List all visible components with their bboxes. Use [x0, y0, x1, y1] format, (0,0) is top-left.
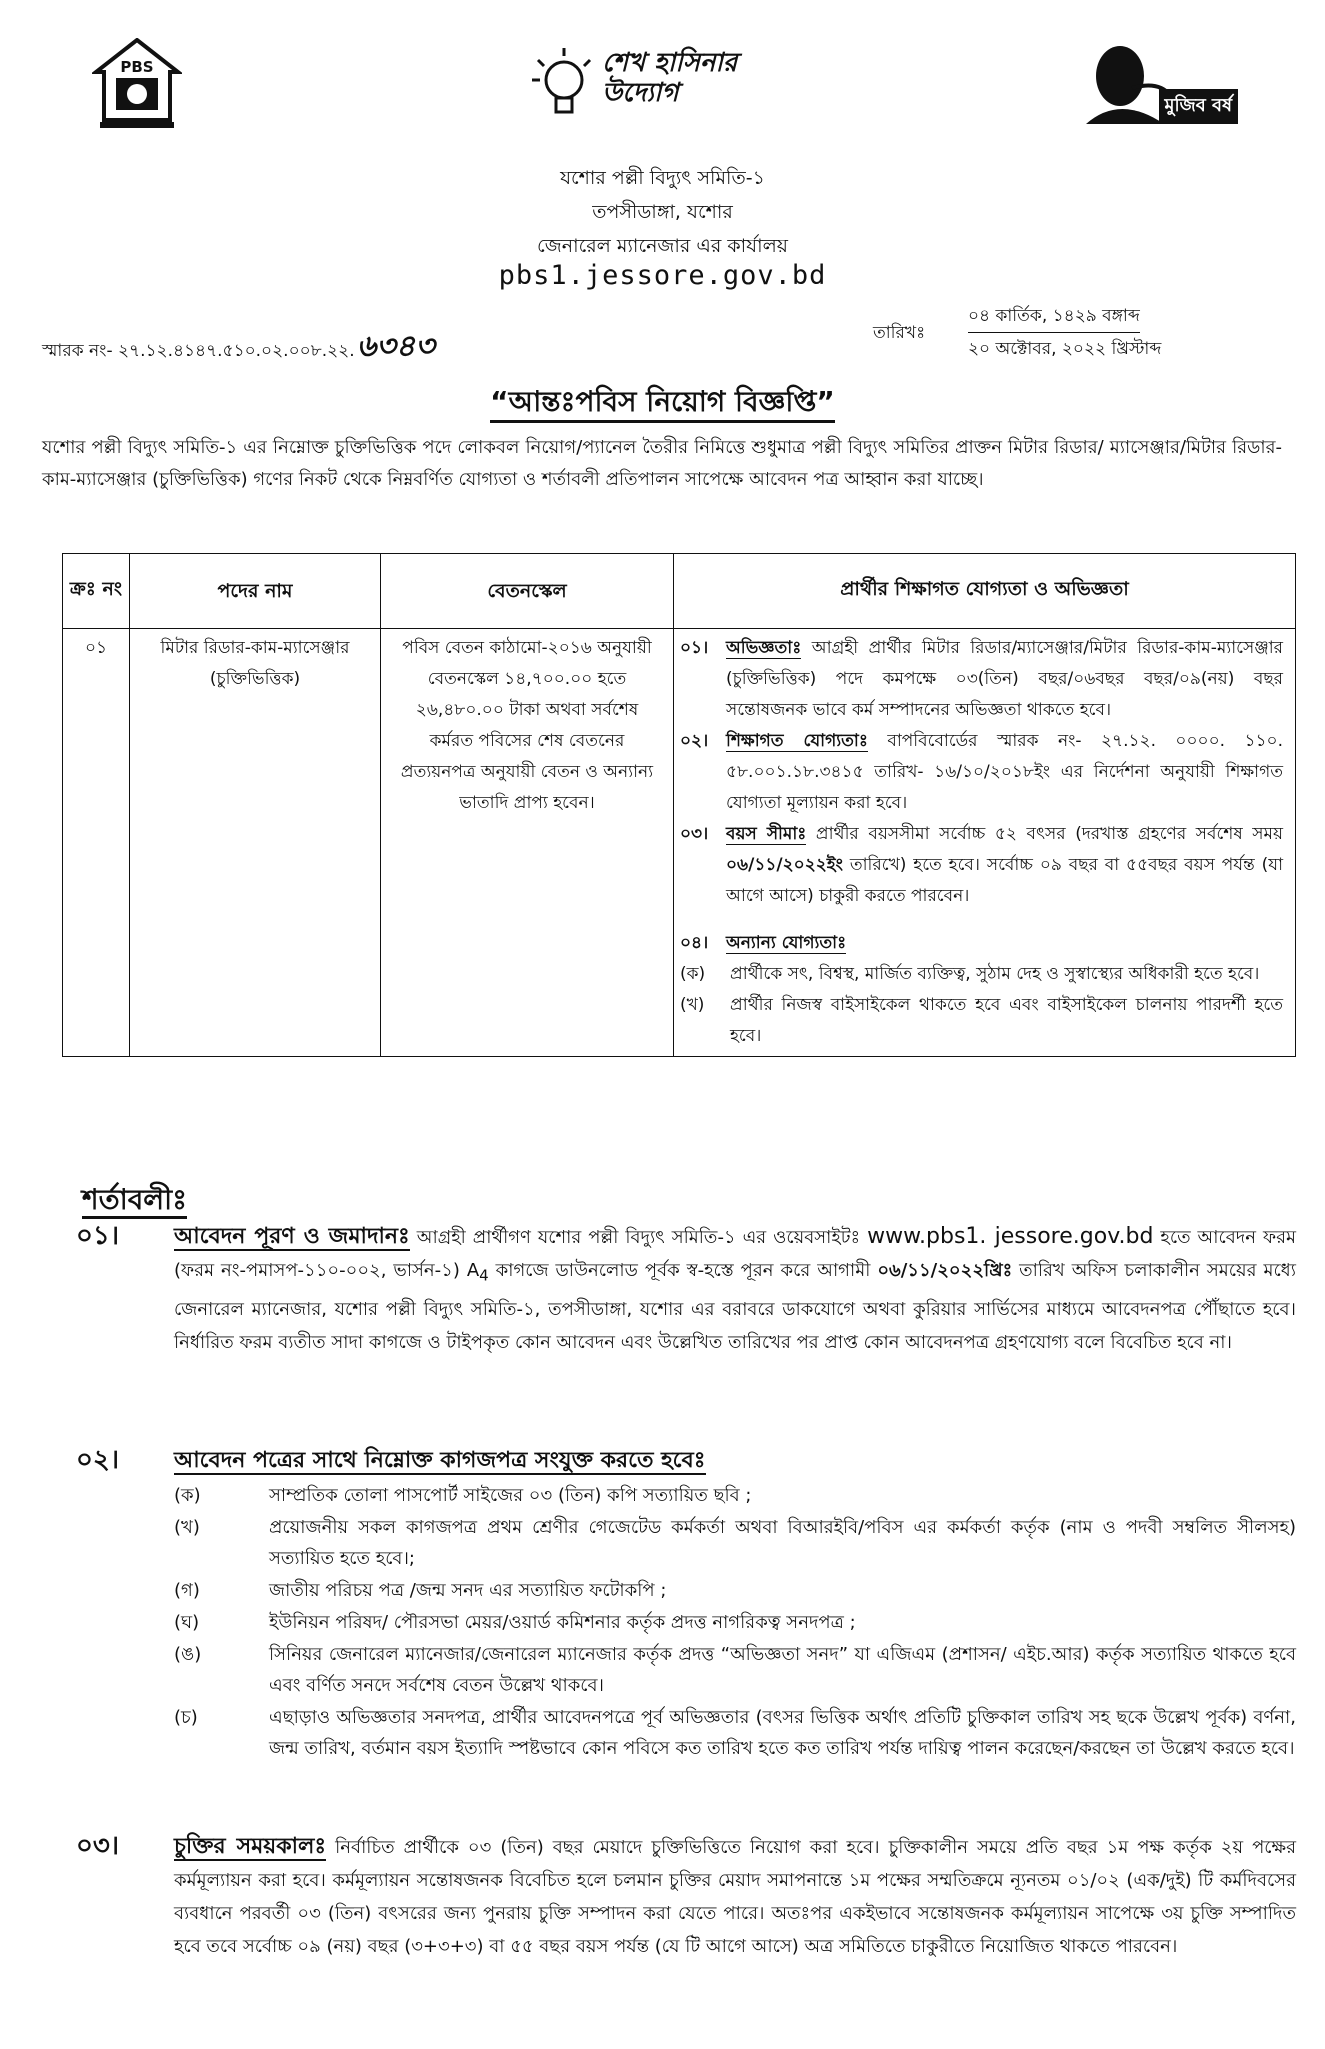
- memo-handwritten-no: ৬৩৪৩: [356, 329, 435, 364]
- row-scale: পবিস বেতন কাঠামো-২০১৬ অনুযায়ী বেতনস্কেল ১৪,৭০০.০০ হতে ২৬,৪৮০.০০ টাকা অথবা সর্বশেষ কর্মরত পবিসের শেষ বেতনের প্রত্যয়নপত্র অনুযায়ী বেতন ও অন্যান্য ভাতাদি প্রাপ্য হবেন।: [381, 629, 674, 1057]
- bulb-icon: [530, 44, 600, 124]
- date-label: তারিখঃ: [873, 323, 926, 343]
- list-item: (চ) এছাড়াও অভিজ্ঞতার সনদপত্র, প্রার্থীর আবেদনপত্রে পূর্ব অভিজ্ঞতার (বৎসর ভিত্তিক অর্থাৎ প্রতিটি চুক্তিকাল তারিখ সহ ছকে উল্লেখ পূর্বক) বর্ণনা, জন্ম তারিখ, বর্তমান বয়স ইত্যাদি স্পষ্টভাবে কোন পবিসে কত তারিখ হতে কত তারিখ পর্যন্ত দায়িত্ব পালন করেছেন/করছেন তা উল্লেখ করতে হবে।: [174, 1707, 1296, 1759]
- pbs-logo-icon: [92, 38, 182, 130]
- header-post: পদের নাম: [130, 554, 381, 629]
- qual-other-item: (ক) প্রার্থীকে সৎ, বিশ্বস্থ, মার্জিত ব্যক্তিত্ব, সুঠাম দেহ ও সুস্বাস্থ্যের অধিকারী হতে হবে।: [680, 964, 1260, 984]
- org-address: তপসীডাঙ্গা, যশোর: [592, 201, 733, 223]
- org-office: জেনারেল ম্যানেজার এর কার্যালয়: [537, 235, 788, 257]
- qual-education: ০২। শিক্ষাগত যোগ্যতাঃ বাপবিবোর্ডের স্মারক নং- ২৭.১২. ০০০০. ১১০. ৫৮.০০১.১৮.৩৪১৫ তারিখ- ১৬/১০/২০১৮ইং এর নির্দেশনা অনুযায়ী শিক্ষাগত যোগ্যতা মূল্যায়ন করা হবে।: [680, 731, 1283, 813]
- center-logo-text: শেখ হাসিনার উদ্যোগ: [602, 48, 738, 108]
- org-name: যশোর পল্লী বিদ্যুৎ সমিতি-১: [560, 167, 765, 189]
- list-item: (ক) সাম্প্রতিক তোলা পাসপোর্ট সাইজের ০৩ (তিন) কপি সত্যায়িত ছবি ;: [174, 1485, 752, 1506]
- conditions-title: শর্তাবলীঃ: [82, 1178, 187, 1225]
- memo-number: [42, 322, 435, 373]
- header-qualification: প্রার্থীর শিক্ষাগত যোগ্যতা ও অভিজ্ঞতা: [674, 554, 1296, 629]
- intro-paragraph: যশোর পল্লী বিদ্যুৎ সমিতি-১ এর নিম্নোক্ত চুক্তিভিত্তিক পদে লোকবল নিয়োগ/প্যানেল তৈরীর নিমিত্তে শুধুমাত্র পল্লী বিদ্যুৎ সমিতির প্রাক্তন মিটার রিডার/ ম্যাসেঞ্জার/মিটার রিডার-কাম-ম্যাসেঞ্জার (চুক্তিভিত্তিক) গণের নিকট থেকে নিম্নবর্ণিত যোগ্যতা ও শর্তাবলী প্রতিপালন সাপেক্ষে আবেদন পত্র আহ্বান করা যাচ্ছে।: [42, 437, 1282, 490]
- date-bangla: ০৪ কার্তিক, ১৪২৯ বঙ্গাব্দ: [968, 300, 1140, 333]
- row-sl: ০১: [63, 629, 130, 1057]
- row-qualifications: [674, 629, 1296, 1057]
- posts-table: [62, 553, 1296, 1057]
- org-website: pbs1.jessore.gov.bd: [498, 260, 827, 291]
- list-item: (গ) জাতীয় পরিচয় পত্র /জন্ম সনদ এর সত্যায়িত ফটোকপি ;: [174, 1580, 667, 1601]
- row-post: মিটার রিডার-কাম-ম্যাসেঞ্জার (চুক্তিভিত্তিক): [130, 629, 381, 1057]
- qual-experience: ০১। অভিজ্ঞতাঃ আগ্রহী প্রার্থীর মিটার রিডার/ম্যাসেঞ্জার/মিটার রিডার-কাম-ম্যাসেঞ্জার (চুক্তিভিত্তিক) পদে কমপক্ষে ০৩(তিন) বছর/০৬বছর বছর/০৯(নয়) বছর সন্তোষজনক ভাবে কর্ম সম্পাদনের অভিজ্ঞতা থাকতে হবে।: [680, 638, 1283, 720]
- date-block: [968, 300, 1161, 365]
- list-item: (ঘ) ইউনিয়ন পরিষদ/ পৌরসভা মেয়র/ওয়ার্ড কমিশনার কর্তৃক প্রদত্ত নাগরিকত্ব সনদপত্র ;: [174, 1612, 856, 1633]
- condition-application-submission: ০১। আবেদন পূরণ ও জমাদানঃ আগ্রহী প্রার্থীগণ যশোর পল্লী বিদ্যুৎ সমিতি-১ এর ওয়েবসাইটঃ www.pbs1. jessore.gov.bd হতে আবেদন ফরম (ফরম নং-পমাসপ-১১০-০০২, ভার্সন-১) $A_4$ কাগজে ডাউনলোড পূর্বক স্ব-হস্তে পূরন করে আগামী ০৬/১১/২০২২খ্রিঃ তারিখ অফিস চলাকালীন সময়ের মধ্যে জেনারেল ম্যানেজার, যশোর পল্লী বিদ্যুৎ সমিতি-১, তপসীডাঙ্গা, যশোর এর বরাবরে ডাকযোগে অথবা কুরিয়ার সার্ভিসের মাধ্যমে আবেদনপত্র পৌঁছাতে হবে। নির্ধারিত ফরম ব্যতীত সাদা কাগজে ও টাইপকৃত কোন আবেদন এবং উল্লেখিত তারিখের পর প্রাপ্ত কোন আবেদনপত্র গ্রহণযোগ্য বলে বিবেচিত হবে না।: [76, 1221, 1297, 1353]
- condition-required-documents: ০২। আবেদন পত্রের সাথে নিম্নোক্ত কাগজপত্র সংযুক্ত করতে হবেঃ (ক) সাম্প্রতিক তোলা পাসপোর্ট সাইজের ০৩ (তিন) কপি সত্যায়িত ছবি ; (খ) প্রয়োজনীয় সকল কাগজপত্র প্রথম শ্রেণীর গেজেটেড কর্মকর্তা অথবা বিআরইবি/পবিস এর কর্মকর্তা কর্তৃক (নাম ও পদবী সম্বলিত সীলসহ) সত্যায়িত হতে হবে।; (গ) জাতীয় পরিচয় পত্র /জন্ম সনদ এর সত্যায়িত ফটোকপি ; (ঘ) ইউনিয়ন পরিষদ/ পৌরসভা মেয়র/ওয়ার্ড কমিশনার কর্তৃক প্রদত্ত নাগরিকত্ব সনদপত্র ; (ঙ) সিনিয়র জেনারেল ম্যানেজার/জেনারেল ম্যানেজার কর্তৃক প্রদত্ত “অভিজ্ঞতা সনদ” যা এজিএম (প্রশাসন/ এইচ.আর) কর্তৃক সত্যায়িত থাকতে হবে এবং বর্ণিত সনদে সর্বশেষ বেতন উল্লেখ থাকবে। (চ) এছাড়াও অভিজ্ঞতার সনদপত্র, প্রার্থীর আবেদনপত্রে পূর্ব অভিজ্ঞতার (বৎসর ভিত্তিক অর্থাৎ প্রতিটি চুক্তিকাল তারিখ সহ ছকে উল্লেখ পূর্বক) বর্ণনা, জন্ম তারিখ, বর্তমান বয়স ইত্যাদি স্পষ্টভাবে কোন পবিসে কত তারিখ হতে কত তারিখ পর্যন্ত দায়িত্ব পালন করেছেন/করছেন তা উল্লেখ করতে হবে।: [56, 1444, 1296, 1765]
- date-english: ২০ অক্টোবর, ২০২২ খ্রিস্টাব্দ: [968, 339, 1162, 359]
- memo-label: স্মারক নং- ২৭.১২.৪১৪৭.৫১০.০২.০০৮.২২.: [42, 341, 355, 361]
- condition-head: আবেদন পত্রের সাথে নিম্নোক্ত কাগজপত্র সংযুক্ত করতে হবেঃ: [174, 1448, 706, 1473]
- qual-age-limit: ০৩। বয়স সীমাঃ প্রার্থীর বয়সসীমা সর্বোচ্চ ৫২ বৎসর (দরখাস্ত গ্রহণের সর্বশেষ সময় ০৬/১১/২০২২ইং তারিখে) হতে হবে। সর্বোচ্চ ০৯ বছর বা ৫৫বছর বয়স পর্যন্ত (যা আগে আসে) চাকুরী করতে পারবেন।: [680, 824, 1283, 906]
- condition-head: আবেদন পূরণ ও জমাদানঃ: [174, 1224, 410, 1249]
- center-logo: [530, 44, 770, 124]
- document-list: [174, 1480, 1296, 1764]
- table-header-row: [63, 554, 1296, 629]
- website-text: www.pbs1. jessore.gov.bd: [867, 1224, 1154, 1249]
- condition-head: চুক্তির সময়কালঃ: [174, 1834, 327, 1859]
- qual-other-item: (খ) প্রার্থীর নিজস্ব বাইসাইকেল থাকতে হবে এবং বাইসাইকেল চালনায় পারদর্শী হতে হবে।: [680, 995, 1283, 1046]
- list-item: (ঙ) সিনিয়র জেনারেল ম্যানেজার/জেনারেল ম্যানেজার কর্তৃক প্রদত্ত “অভিজ্ঞতা সনদ” যা এজিএম (প্রশাসন/ এইচ.আর) কর্তৃক সত্যায়িত থাকতে হবে এবং বর্ণিত সনদে সর্বশেষ বেতন উল্লেখ থাকবে।: [174, 1644, 1296, 1696]
- qual-other: ০৪। অন্যান্য যোগ্যতাঃ: [680, 933, 847, 953]
- mujib-year-text: মুজিব বর্ষ: [1159, 89, 1238, 124]
- list-item: (খ) প্রয়োজনীয় সকল কাগজপত্র প্রথম শ্রেণীর গেজেটেড কর্মকর্তা অথবা বিআরইবি/পবিস এর কর্মকর্তা কর্তৃক (নাম ও পদবী সম্বলিত সীলসহ) সত্যায়িত হতে হবে।;: [174, 1517, 1296, 1569]
- portrait-icon: [1072, 38, 1252, 124]
- header-sl: ক্রঃ নং: [63, 554, 130, 629]
- table-row: [63, 629, 1296, 1057]
- svg-text:PBS: PBS: [120, 58, 154, 76]
- header-scale: বেতনস্কেল: [381, 554, 674, 629]
- condition-contract-period: ০৩। চুক্তির সময়কালঃ নির্বাচিত প্রার্থীকে ০৩ (তিন) বছর মেয়াদে চুক্তিভিত্তিতে নিয়োগ করা হবে। চুক্তিকালীন সময়ে প্রতি বছর ১ম পক্ষ কর্তৃক ২য় পক্ষের কর্মমূল্যায়ন করা হবে। কর্মমূল্যায়ন সন্তোষজনক বিবেচিত হলে চলমান চুক্তির মেয়াদ সমাপনান্তে ১ম পক্ষের সম্মতিক্রমে ন্যূনতম ০১/০২ (এক/দুই) টি কর্মদিবসের ব্যবধানে পরবর্তী ০৩ (তিন) বৎসরের জন্য পুনরায় চুক্তি সম্পাদন করা যেতে পারে। অতঃপর একইভাবে সন্তোষজনক কর্মমূল্যায়ন সাপেক্ষে ৩য় চুক্তি সম্পাদিত হবে তবে সর্বোচ্চ ০৯ (নয়) বছর (৩+৩+৩) বা ৫৫ বছর বয়স পর্যন্ত (যে টি আগে আসে) অত্র সমিতিতে চাকুরীতে নিয়োজিত থাকতে পারবেন।: [76, 1831, 1296, 1957]
- notice-title: “আন্তঃপবিস নিয়োগ বিজ্ঞপ্তি”: [0, 380, 1325, 427]
